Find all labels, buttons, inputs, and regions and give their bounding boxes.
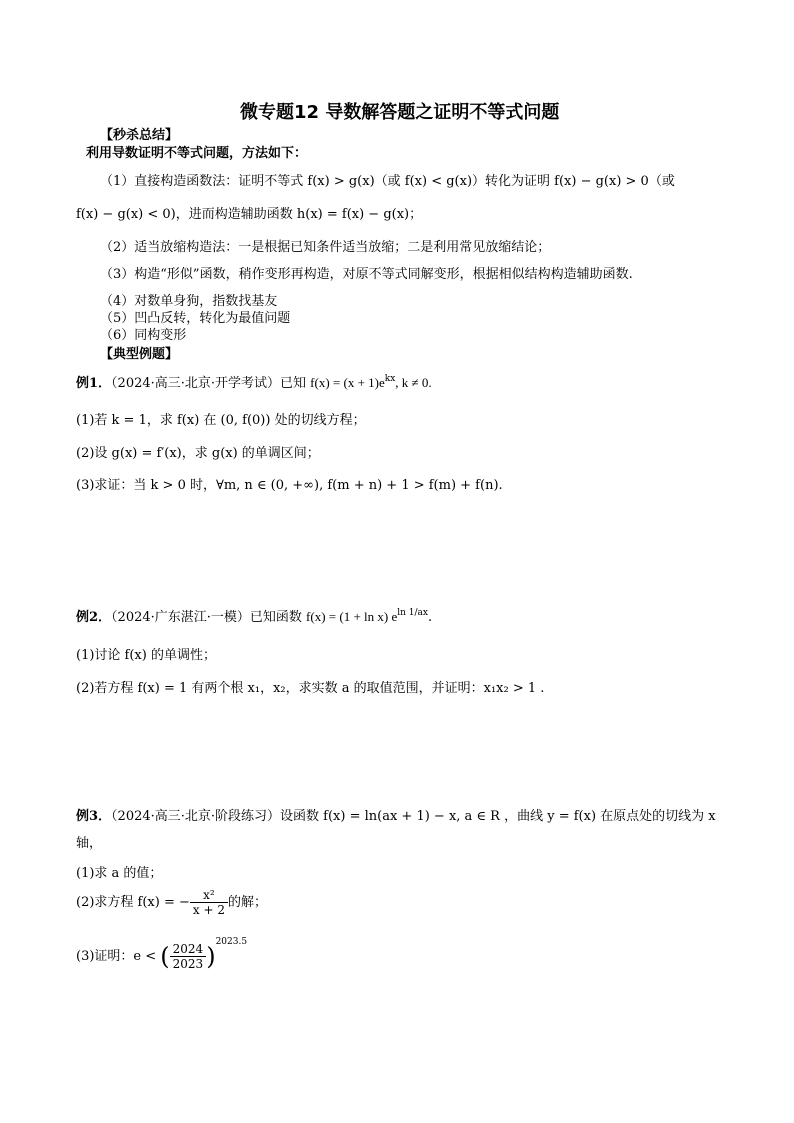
example-1-source: （2024·高三·北京·开学考试）已知 [111, 376, 307, 391]
example-2-q2: (2)若方程 f(x) = 1 有两个根 x₁，x₂，求实数 a 的取值范围，并证明：x₁x₂ > 1 . [76, 681, 545, 696]
example-2-label: 例2． [76, 610, 112, 625]
summary-intro: 利用导数证明不等式问题，方法如下： [86, 146, 308, 161]
page-title: 微专题12 导数解答题之证明不等式问题 [240, 102, 560, 123]
example-1-label: 例1． [76, 376, 112, 391]
method-4: （4）对数单身狗，指数找基友 [100, 294, 278, 309]
example-1-header [76, 372, 432, 391]
example-1-function: f(x) = (x + 1)e [310, 375, 385, 390]
left-paren-glyph: ( [160, 942, 170, 971]
example-3-q3-numerator: 2024 [170, 942, 207, 957]
example-3-q3-denominator: 2023 [172, 957, 204, 971]
example-3-q1: (1)求 a 的值； [76, 866, 163, 881]
example-3-q2-denominator: x + 2 [192, 903, 225, 917]
method-6: （6）同构变形 [100, 328, 187, 343]
example-3-q3-exponent: 2023.5 [215, 937, 248, 947]
summary-heading: 【秒杀总结】 [100, 128, 179, 143]
example-3-q2-numerator: x² [190, 888, 228, 903]
example-3-q2-fraction [190, 888, 228, 917]
right-paren-glyph: ) [206, 942, 216, 971]
example-2-source: （2024·广东湛江·一模）已知函数 [111, 610, 302, 625]
example-3-q2 [76, 888, 267, 917]
method-5: （5）凹凸反转，转化为最值问题 [100, 311, 291, 326]
example-2-q1: (1)讨论 f(x) 的单调性； [76, 648, 216, 663]
method-3: （3）构造“形似”函数，稍作变形再构造，对原不等式同解变形，根据相似结构构造辅助函数. [100, 267, 633, 282]
example-3-q3-prefix: (3)证明：e < [76, 949, 157, 964]
method-1-line-1: （1）直接构造函数法：证明不等式 f(x) > g(x)（或 f(x) < g(x)）转化为证明 f(x) − g(x) > 0（或 [100, 174, 675, 189]
example-2-header [76, 606, 432, 625]
example-3-q2-prefix: (2)求方程 f(x) = − [76, 895, 190, 910]
example-1-q2: (2)设 g(x) = f′(x)，求 g(x) 的单调区间； [76, 446, 320, 461]
example-1-q3: (3)求证：当 k > 0 时，∀m, n ∈ (0, +∞), f(m + n) + 1 > f(m) + f(n). [76, 478, 503, 493]
example-1-exponent: kx [384, 374, 396, 384]
method-2: （2）适当放缩构造法：一是根据已知条件适当放缩；二是利用常见放缩结论； [100, 240, 551, 255]
method-1-line-2: f(x) − g(x) < 0)，进而构造辅助函数 h(x) = f(x) − g(x)； [76, 207, 423, 222]
example-3-label: 例3． [76, 809, 112, 824]
example-3-header [76, 805, 716, 824]
example-1-q1: (1)若 k = 1，求 f(x) 在 (0, f(0)) 处的切线方程； [76, 413, 366, 428]
example-3-q3-fraction [170, 942, 207, 971]
example-3-q2-suffix: 的解； [227, 895, 267, 910]
example-2-end: . [428, 610, 433, 625]
example-2-function: f(x) = (1 + ln x) e [306, 609, 398, 624]
example-3-source-continued: 轴， [76, 836, 103, 851]
example-1-condition: , k ≠ 0. [395, 375, 432, 390]
example-3-q3 [76, 937, 247, 971]
examples-heading: 【典型例题】 [100, 347, 179, 362]
example-2-exponent: ln 1/ax [397, 608, 428, 618]
example-3-source: （2024·高三·北京·阶段练习）设函数 f(x) = ln(ax + 1) − x, a ∈ R ，曲线 y = f(x) 在原点处的切线为 x [111, 809, 716, 824]
